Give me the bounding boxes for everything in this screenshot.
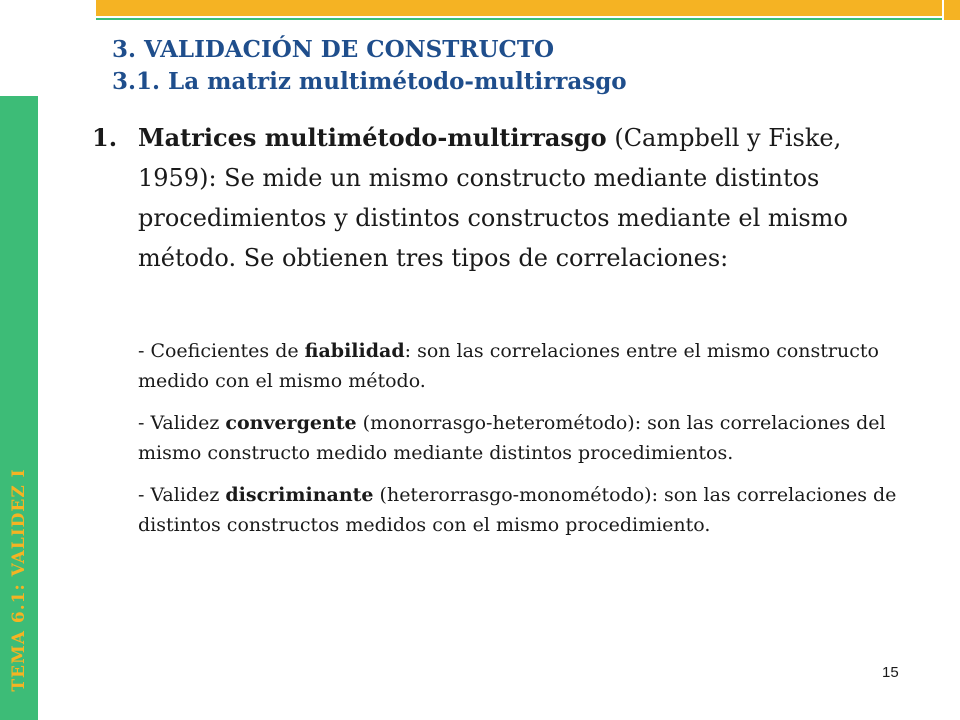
sub-item-bold-term: discriminante <box>225 484 374 506</box>
sub-item-fiabilidad <box>138 336 898 396</box>
sub-item-prefix: - Coeficientes de <box>138 340 305 362</box>
sub-item-convergente <box>138 408 898 468</box>
sub-item-prefix: - Validez <box>138 484 226 506</box>
main-list-item <box>92 118 892 278</box>
sub-item-bold-term: convergente <box>225 412 357 434</box>
side-chapter-label: TEMA 6.1: VALIDEZ I <box>9 468 29 692</box>
main-item-number: 1. <box>92 123 118 152</box>
corner-accent-square <box>942 0 960 20</box>
slide-title-line2: 3.1. La matriz multimétodo-multirrasgo <box>112 68 627 95</box>
top-accent-bar <box>96 0 960 16</box>
main-item-bold-term: Matrices multimétodo-multirrasgo <box>138 123 607 152</box>
sub-item-prefix: - Validez <box>138 412 226 434</box>
sub-item-discriminante <box>138 480 898 540</box>
main-item-text <box>138 118 892 278</box>
top-accent-line <box>96 18 960 20</box>
slide-title <box>112 34 627 98</box>
sub-item-suffix: (heterorrasgo-monométodo): son las correlaciones de distintos constructos medidos con el mismo procedimiento. <box>138 484 897 536</box>
sub-item-suffix: : son las correlaciones entre el mismo constructo medido con el mismo método. <box>138 340 879 392</box>
main-item-description: (Campbell y Fiske, 1959): Se mide un mismo constructo mediante distintos procedimientos y distintos constructos mediante el mismo método. Se obtienen tres tipos de correlaciones: <box>138 124 848 272</box>
slide-title-line1: 3. VALIDACIÓN DE CONSTRUCTO <box>112 36 554 63</box>
sub-item-bold-term: fiabilidad <box>304 340 405 362</box>
sub-list <box>138 336 898 552</box>
sub-item-suffix: (monorrasgo-heterométodo): son las correlaciones del mismo constructo medido mediante distintos procedimientos. <box>138 412 886 464</box>
page-number: 15 <box>882 664 899 681</box>
